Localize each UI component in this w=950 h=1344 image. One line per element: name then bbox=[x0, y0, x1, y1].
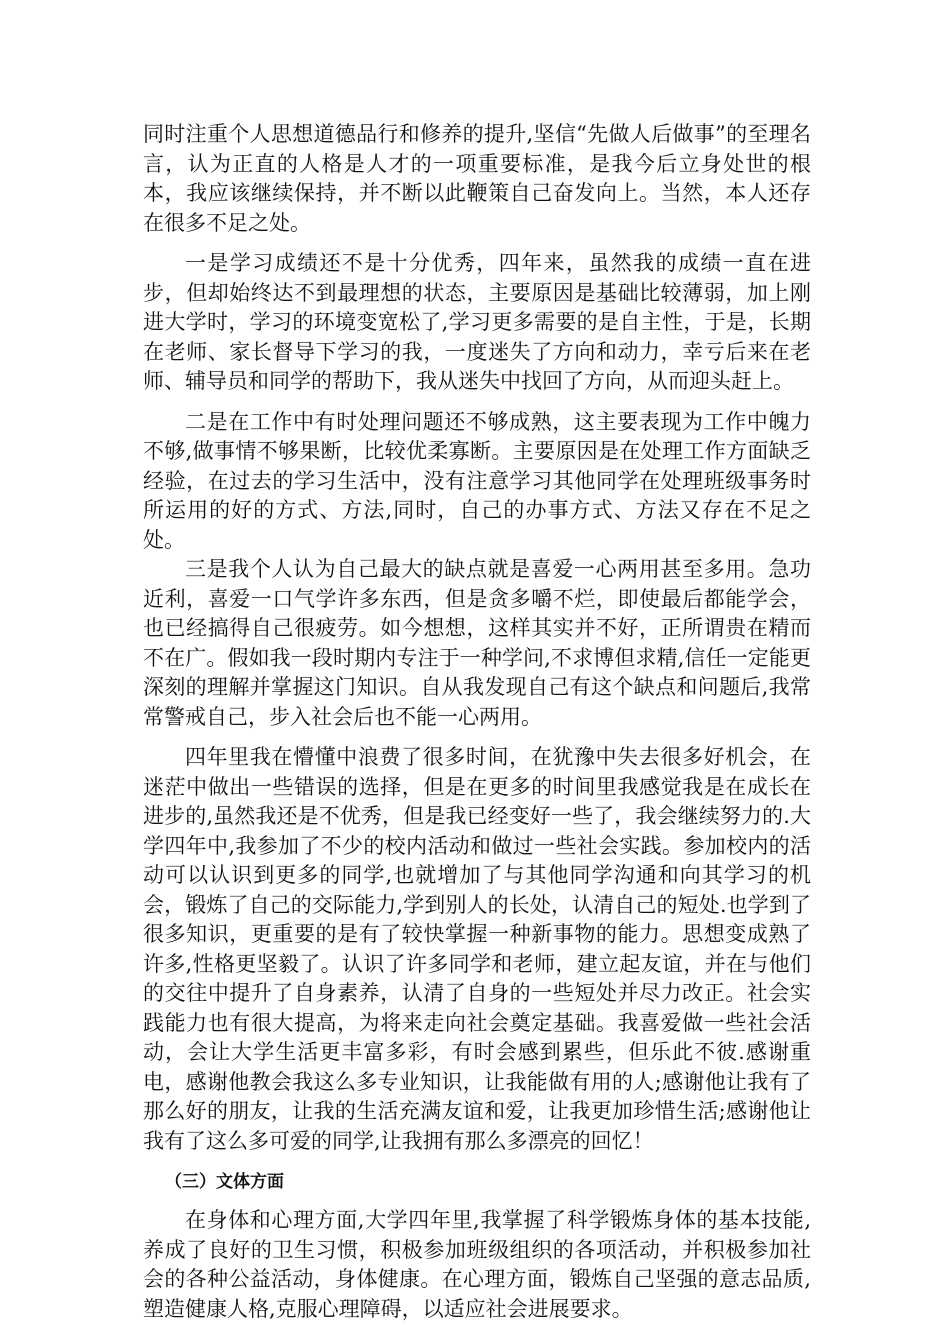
document-body bbox=[143, 120, 811, 1324]
paragraph-4: 三是我个人认为自己最大的缺点就是喜爱一心两用甚至多用。急功近利，喜爱一口气学许多东西，但是贪多嚼不烂，即使最后都能学会，也已经搞得自己很疲劳。如今想想，这样其实并不好，正所谓贵在精而不在广。假如我一段时期内专注于一种学问,不求博但求精,信任一定能更深刻的理解并掌握这门知识。自从我发现自己有这个缺点和问题后,我常常警戒自己，步入社会后也不能一心两用。 bbox=[143, 557, 811, 729]
paragraph-5: 四年里我在懵懂中浪费了很多时间，在犹豫中失去很多好机会，在迷茫中做出一些错误的选择，但是在更多的时间里我感觉我是在成长在进步的,虽然我还是不优秀，但是我已经变好一些了，我会继续努力的.大学四年中,我参加了不少的校内活动和做过一些社会实践。参加校内的活动可以认识到更多的同学,也就增加了与其他同学沟通和向其学习的机会，锻炼了自己的交际能力,学到别人的长处，认清自己的短处.也学到了很多知识，更重要的是有了较快掌握一种新事物的能力。思想变成熟了许多,性格更坚毅了。认识了许多同学和老师，建立起友谊，并在与他们的交往中提升了自身素养，认清了自身的一些短处并尽力改正。社会实践能力也有很大提高，为将来走向社会奠定基础。我喜爱做一些社会活动，会让大学生活更丰富多彩，有时会感到累些，但乐此不彼.感谢重电，感谢他教会我这么多专业知识，让我能做有用的人;感谢他让我有了那么好的朋友，让我的生活充满友谊和爱，让我更加珍惜生活;感谢他让我有了这么多可爱的同学,让我拥有那么多漂亮的回忆！ bbox=[143, 745, 811, 1153]
section-heading: （三）文体方面 bbox=[165, 1172, 284, 1192]
paragraph-1: 同时注重个人思想道德品行和修养的提升,坚信“先做人后做事”的至理名言，认为正直的人格是人才的一项重要标准，是我今后立身处世的根本，我应该继续保持，并不断以此鞭策自己奋发向上。当然，本人还存在很多不足之处。 bbox=[143, 122, 811, 235]
paragraph-6: 在身体和心理方面,大学四年里,我掌握了科学锻炼身体的基本技能,养成了良好的卫生习惯，积极参加班级组织的各项活动，并积极参加社会的各种公益活动，身体健康。在心理方面，锻炼自己坚强的意志品质,塑造健康人格,克服心理障碍，以适应社会进展要求。 bbox=[143, 1208, 811, 1321]
paragraph-3: 二是在工作中有时处理问题还不够成熟，这主要表现为工作中魄力不够,做事情不够果断，比较优柔寡断。主要原因是在处理工作方面缺乏经验，在过去的学习生活中，没有注意学习其他同学在处理班级事务时所运用的好的方式、方法,同时，自己的办事方式、方法又存在不足之处。 bbox=[143, 409, 811, 552]
paragraph-2: 一是学习成绩还不是十分优秀，四年来，虽然我的成绩一直在进步，但却始终达不到最理想的状态，主要原因是基础比较薄弱，加上刚进大学时，学习的环境变宽松了,学习更多需要的是自主性，于是，长期在老师、家长督导下学习的我，一度迷失了方向和动力，幸亏后来在老师、辅导员和同学的帮助下，我从迷失中找回了方向，从而迎头赶上。 bbox=[143, 251, 811, 393]
